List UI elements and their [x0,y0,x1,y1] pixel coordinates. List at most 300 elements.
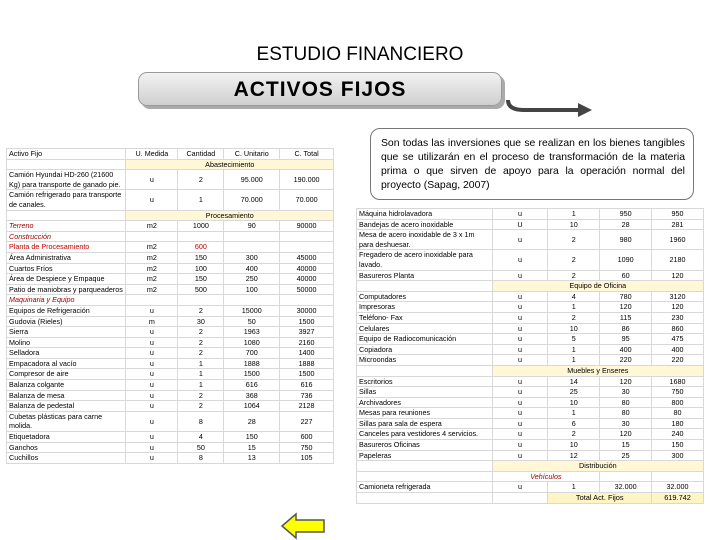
item-total [280,242,334,253]
table-row [7,274,334,285]
item-unit-cost: 30 [600,418,652,429]
item-unit: u [126,390,178,401]
item-total: 2180 [652,250,704,270]
item-qty: 50 [178,442,224,453]
item-total: 80 [652,408,704,419]
table-row [7,432,334,443]
item-unit-cost: 86 [600,323,652,334]
table-row [7,316,334,327]
item-name: Balanza colgante [7,380,126,391]
item-total: 40000 [280,274,334,285]
item-qty: 100 [178,263,224,274]
item-total: 150 [652,440,704,451]
item-unit: u [492,387,548,398]
section-label: Vehículos [492,471,600,482]
section-label: Equipo de Oficina [492,281,703,292]
item-unit: u [492,344,548,355]
item-qty: 14 [548,376,600,387]
item-unit-cost: 30 [600,387,652,398]
item-total: 180 [652,418,704,429]
table-header [7,149,334,160]
item-qty: 2 [178,401,224,412]
table-row [357,209,704,220]
item-name: Gudovia (Rieles) [7,316,126,327]
item-name: Empacadora al vacío [7,358,126,369]
item-unit-cost: 1080 [224,337,280,348]
item-qty: 10 [548,219,600,230]
item-unit-cost: 1888 [224,358,280,369]
item-unit: m2 [126,221,178,232]
item-unit: u [126,369,178,380]
item-unit: u [126,348,178,359]
item-qty: 12 [548,450,600,461]
item-unit-cost: 15 [224,442,280,453]
item-qty: 4 [548,291,600,302]
row-spacer [600,471,652,482]
item-qty: 6 [548,418,600,429]
row-spacer [357,461,493,472]
table-row [7,295,334,306]
item-total: 220 [652,355,704,366]
item-total: 3927 [280,327,334,338]
item-name: Basureros Planta [357,270,493,281]
table-row [357,397,704,408]
item-qty: 1 [548,344,600,355]
item-total: 32.000 [652,482,704,493]
table-row [7,231,334,242]
item-total: 230 [652,312,704,323]
item-name: Camión Hyundai HD-260 (21600 Kg) para transporte de ganado pie. [7,170,126,190]
item-unit: u [126,453,178,464]
item-unit: u [492,323,548,334]
table-row [7,380,334,391]
item-qty: 1 [548,209,600,220]
item-unit-cost: 400 [224,263,280,274]
item-total: 300 [652,450,704,461]
item-name: Área de Despiece y Empaque [7,274,126,285]
item-unit-cost: 980 [600,230,652,250]
table-row [357,440,704,451]
item-unit-cost: 120 [600,429,652,440]
item-unit-cost: 28 [224,411,280,431]
item-unit-cost: 15000 [224,305,280,316]
left-arrow-icon[interactable] [280,512,326,540]
item-unit-cost: 250 [224,274,280,285]
item-unit: u [126,432,178,443]
item-unit: u [126,305,178,316]
table-row [357,418,704,429]
section-label: Abastecimiento [126,159,334,170]
item-qty: 10 [548,440,600,451]
item-name: Construcción [7,231,126,242]
table-row [357,450,704,461]
item-unit: u [492,230,548,250]
item-total: 1960 [652,230,704,250]
item-qty: 2 [548,429,600,440]
table-row [7,411,334,431]
row-spacer [492,493,548,504]
table-row [7,263,334,274]
item-total: 45000 [280,252,334,263]
item-name: Camioneta refrigerada [357,482,493,493]
item-name: Equipo de Radiocomunicación [357,334,493,345]
table-row [7,242,334,253]
item-unit-cost [224,295,280,306]
item-unit: u [126,442,178,453]
item-total: 281 [652,219,704,230]
table-row [7,390,334,401]
table-row [7,337,334,348]
table-row [357,270,704,281]
table-row [357,482,704,493]
table-row [357,302,704,313]
item-unit: u [492,302,548,313]
item-qty: 2 [548,230,600,250]
item-total: 70.000 [280,190,334,210]
item-name: Microondas [357,355,493,366]
item-name: Maquinaria y Equipo [7,295,126,306]
item-qty: 10 [548,397,600,408]
row-spacer [357,365,493,376]
table-row [357,461,704,472]
item-name: Sillas [357,387,493,398]
item-total: 105 [280,453,334,464]
table-row [357,323,704,334]
item-total: 120 [652,302,704,313]
item-unit: u [492,482,548,493]
item-unit-cost: 115 [600,312,652,323]
item-unit-cost: 95 [600,334,652,345]
item-name: Mesa de acero inoxidable de 3 x 1m para deshuesar. [357,230,493,250]
item-unit: u [492,408,548,419]
item-qty: 1 [548,355,600,366]
row-spacer [7,159,126,170]
item-unit [126,231,178,242]
item-name: Teléfono- Fax [357,312,493,323]
table-row [7,348,334,359]
table-row [357,219,704,230]
section-label: Procesamiento [126,210,334,221]
item-qty: 2 [548,250,600,270]
item-name: Selladora [7,348,126,359]
item-name: Compresor de aire [7,369,126,380]
table-row [7,252,334,263]
item-name: Planta de Procesamiento [7,242,126,253]
item-total: 240 [652,429,704,440]
item-unit: U [492,219,548,230]
item-total: 400 [652,344,704,355]
item-name: Canceles para vestidores 4 servicios. [357,429,493,440]
section-banner: ACTIVOS FIJOS [138,72,502,106]
table-row [7,401,334,412]
item-name: Cubetas plásticas para carne molida. [7,411,126,431]
item-total: 750 [280,442,334,453]
item-total: 3120 [652,291,704,302]
item-unit-cost: 780 [600,291,652,302]
item-total: 190.000 [280,170,334,190]
item-qty [178,231,224,242]
total-value: 619.742 [652,493,704,504]
table-row [7,284,334,295]
item-name: Celulares [357,323,493,334]
item-unit: u [492,334,548,345]
item-unit-cost: 13 [224,453,280,464]
item-unit-cost: 400 [600,344,652,355]
item-qty: 8 [178,411,224,431]
item-unit-cost: 80 [600,408,652,419]
item-qty: 2 [178,390,224,401]
item-qty: 2 [548,312,600,323]
item-unit-cost: 616 [224,380,280,391]
item-unit: u [492,376,548,387]
item-total: 90000 [280,221,334,232]
item-unit-cost: 25 [600,450,652,461]
table-row [357,376,704,387]
item-name: Cuartos Fríos [7,263,126,274]
page-title: ESTUDIO FINANCIERO [256,44,464,65]
item-total: 1680 [652,376,704,387]
item-qty: 5 [548,334,600,345]
column-header: U. Medida [126,149,178,160]
item-unit: u [126,327,178,338]
item-name: Escritorios [357,376,493,387]
item-name: Archivadores [357,397,493,408]
table-row [7,327,334,338]
item-name: Basureros Oficinas [357,440,493,451]
item-qty: 2 [178,337,224,348]
item-unit-cost: 1500 [224,369,280,380]
item-total: 736 [280,390,334,401]
item-unit-cost: 150 [224,432,280,443]
item-unit-cost: 60 [600,270,652,281]
item-unit: u [492,450,548,461]
item-name: Copiadora [357,344,493,355]
item-qty: 2 [178,348,224,359]
item-name: Bandejas de acero inoxidable [357,219,493,230]
table-row [7,210,334,221]
item-name: Balanza de pedestal [7,401,126,412]
item-unit-cost: 950 [600,209,652,220]
item-unit-cost: 15 [600,440,652,451]
item-unit: u [492,209,548,220]
item-unit-cost: 120 [600,302,652,313]
item-name: Balanza de mesa [7,390,126,401]
table-row [357,250,704,270]
item-unit-cost: 1090 [600,250,652,270]
item-qty: 1 [178,380,224,391]
item-name: Camión refrigerado para transporte de canales. [7,190,126,210]
table-row [357,291,704,302]
item-total: 950 [652,209,704,220]
item-unit: m2 [126,263,178,274]
item-qty: 2 [548,270,600,281]
item-total: 616 [280,380,334,391]
item-unit: u [492,291,548,302]
assets-table-right [356,208,704,504]
table-row [357,344,704,355]
item-total: 1400 [280,348,334,359]
item-name: Equipos de Refrigeración [7,305,126,316]
item-unit-cost: 80 [600,397,652,408]
row-spacer [7,210,126,221]
item-total: 860 [652,323,704,334]
item-qty: 1 [548,302,600,313]
item-total: 475 [652,334,704,345]
table-row [357,355,704,366]
table-row [357,230,704,250]
item-unit: u [492,312,548,323]
table-row [357,365,704,376]
table-row [357,281,704,292]
item-unit: u [126,411,178,431]
section-label: Distribución [492,461,703,472]
definition-note: Son todas las inversiones que se realizan en los bienes tangibles que se utilizarán en el proceso de transformación de la materia prima o que sirven de apoyo para la operación normal del proyecto (Sapag, 2007) [370,128,694,200]
item-qty: 4 [178,432,224,443]
item-unit-cost: 1064 [224,401,280,412]
table-row [7,159,334,170]
item-qty: 10 [548,323,600,334]
section-label: Muebles y Enseres [492,365,703,376]
item-unit-cost: 70.000 [224,190,280,210]
item-unit-cost: 50 [224,316,280,327]
item-name: Sierra [7,327,126,338]
item-name: Sillas para sala de espera [357,418,493,429]
item-qty: 1 [178,369,224,380]
item-unit: m2 [126,274,178,285]
item-unit [126,295,178,306]
item-unit: m2 [126,284,178,295]
item-unit-cost: 90 [224,221,280,232]
item-name: Terreno [7,221,126,232]
column-header: C. Total [280,149,334,160]
item-name: Ganchos [7,442,126,453]
item-qty: 150 [178,274,224,285]
item-name: Máquina hidrolavadora [357,209,493,220]
item-name: Mesas para reuniones [357,408,493,419]
column-header: Activo Fijo [7,149,126,160]
item-name: Molino [7,337,126,348]
item-total: 800 [652,397,704,408]
item-qty: 25 [548,387,600,398]
row-spacer [357,281,493,292]
item-unit-cost: 95.000 [224,170,280,190]
item-qty: 1000 [178,221,224,232]
item-qty: 2 [178,170,224,190]
table-row [7,358,334,369]
table-row [357,312,704,323]
item-unit: u [492,397,548,408]
item-unit: u [492,429,548,440]
item-unit-cost: 368 [224,390,280,401]
item-unit-cost: 220 [600,355,652,366]
item-name: Etiquetadora [7,432,126,443]
row-spacer [357,471,493,482]
item-total: 30000 [280,305,334,316]
item-name: Cuchillos [7,453,126,464]
item-unit: u [492,355,548,366]
item-unit-cost: 1963 [224,327,280,338]
item-qty: 150 [178,252,224,263]
table-row [7,190,334,210]
item-unit: u [126,190,178,210]
item-unit-cost: 700 [224,348,280,359]
table-row [7,305,334,316]
table-row [7,453,334,464]
item-name: Papeleras [357,450,493,461]
item-qty: 2 [178,327,224,338]
item-unit: u [492,270,548,281]
table-row [7,369,334,380]
item-unit: u [126,358,178,369]
item-unit-cost: 100 [224,284,280,295]
item-total: 227 [280,411,334,431]
item-name: Computadores [357,291,493,302]
item-unit: m [126,316,178,327]
item-total: 2160 [280,337,334,348]
total-row [357,493,704,504]
table-row [357,429,704,440]
item-name: Área Administrativa [7,252,126,263]
item-unit-cost: 300 [224,252,280,263]
item-unit: m2 [126,252,178,263]
table-row [357,471,704,482]
item-qty [178,295,224,306]
item-unit-cost: 32.000 [600,482,652,493]
table-row [7,442,334,453]
item-qty: 600 [178,242,224,253]
item-total [280,295,334,306]
item-unit: u [126,170,178,190]
item-unit: u [126,401,178,412]
table-row [357,334,704,345]
column-header: Cantidad [178,149,224,160]
table-row [357,387,704,398]
item-name: Impresoras [357,302,493,313]
item-unit: u [492,418,548,429]
item-unit: u [126,337,178,348]
item-qty: 2 [178,305,224,316]
item-qty: 30 [178,316,224,327]
item-total: 2128 [280,401,334,412]
item-qty: 1 [548,482,600,493]
item-total: 600 [280,432,334,443]
table-row [357,408,704,419]
item-unit: m2 [126,242,178,253]
item-unit: u [492,440,548,451]
row-spacer [357,493,493,504]
item-unit: u [126,380,178,391]
table-row [7,221,334,232]
column-header: C. Unitario [224,149,280,160]
item-unit-cost [224,231,280,242]
item-unit-cost: 28 [600,219,652,230]
assets-table-left [6,148,334,464]
row-spacer [652,471,704,482]
item-qty: 1 [548,408,600,419]
item-name: Patio de maniobras y parqueaderos [7,284,126,295]
item-qty: 1 [178,358,224,369]
item-total: 1500 [280,316,334,327]
item-qty: 1 [178,190,224,210]
item-unit-cost [224,242,280,253]
item-total: 1888 [280,358,334,369]
table-row [7,170,334,190]
item-qty: 500 [178,284,224,295]
item-qty: 8 [178,453,224,464]
item-unit-cost: 120 [600,376,652,387]
item-total: 40000 [280,263,334,274]
item-total: 120 [652,270,704,281]
